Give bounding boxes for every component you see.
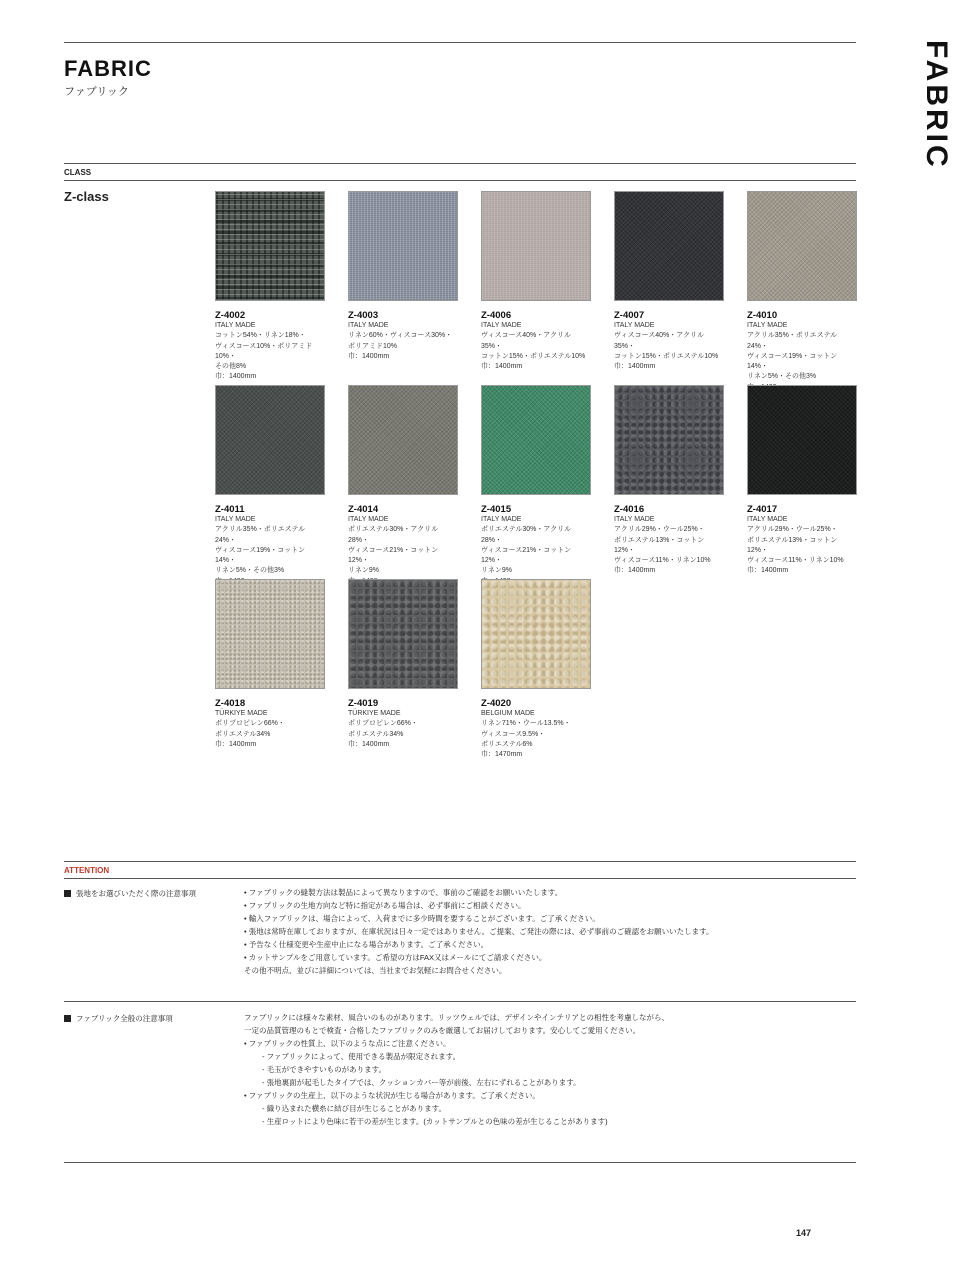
bottom-rule <box>64 1162 856 1163</box>
attention-line: - 生産ロットにより色味に若干の差が生じます。(カットサンプルとの色味の差が生じることがあります) <box>262 1117 608 1126</box>
fabric-composition-line: リネン71%・ウール13.5%・ <box>481 720 571 728</box>
fabric-swatch <box>614 385 724 495</box>
fabric-composition-line: ヴィスコース9.5%・ <box>481 730 546 738</box>
attention-heading-text: ファブリック全般の注意事項 <box>76 1014 173 1023</box>
fabric-composition-line: コットン15%・ポリエステル10% <box>614 352 719 360</box>
fabric-swatch <box>215 191 325 301</box>
fabric-card[interactable] <box>481 579 591 760</box>
fabric-composition-line: ポリプロピレン66%・ <box>215 720 285 728</box>
class-name: Z-class <box>64 189 109 204</box>
fabric-composition-line: その他8% <box>215 363 247 371</box>
fabric-composition-line: コットン54%・リネン18%・ <box>215 332 306 340</box>
side-title: FABRIC <box>920 40 953 170</box>
page-title: FABRIC <box>64 56 152 81</box>
fabric-composition-line: ポリエステル30%・アクリル28%・ <box>348 526 439 544</box>
fabric-composition-line: ヴィスコース11%・リネン10% <box>747 557 844 565</box>
page-subtitle: ファブリック <box>64 86 129 98</box>
fabric-width: 巾：1400mm <box>481 363 523 371</box>
fabric-composition-line: アクリル29%・ウール25%・ <box>747 526 838 534</box>
fabric-code: Z-4011 <box>215 504 245 515</box>
fabric-origin: ITALY MADE <box>481 516 522 523</box>
fabric-code: Z-4006 <box>481 310 512 321</box>
attention-label: ATTENTION <box>64 866 110 875</box>
attention-line: • ファブリックの縫製方法は製品によって異なりますので、事前のご確認をお願いいたします。 <box>244 888 563 897</box>
attention-line: • ファブリックの生地方向など特に指定がある場合は、必ず事前にご相談ください。 <box>244 901 526 910</box>
attention-line: • ファブリックの性質上、以下のような点にご注意ください。 <box>244 1039 451 1048</box>
fabric-composition-line: コットン15%・ポリエステル10% <box>481 352 586 360</box>
fabric-origin: ITALY MADE <box>215 322 256 329</box>
fabric-code: Z-4019 <box>348 698 379 709</box>
attention-line: ファブリックには様々な素材、風合いのものがあります。リッツウェルでは、デザインやインテリアとの相性を考慮しながら、 <box>244 1013 670 1022</box>
fabric-swatch <box>348 385 458 495</box>
fabric-composition-line: ポリアミド10% <box>348 342 398 350</box>
fabric-origin: ITALY MADE <box>215 516 256 523</box>
fabric-composition-line: ポリエステル34% <box>348 730 404 738</box>
attention-divider <box>64 1001 856 1002</box>
fabric-composition-line: ポリエステル6% <box>481 740 533 748</box>
attention-rule <box>64 861 856 862</box>
fabric-card[interactable] <box>215 191 325 383</box>
fabric-card[interactable] <box>348 191 458 362</box>
attention-heading-text: 張地をお選びいただく際の注意事項 <box>76 889 196 898</box>
fabric-width: 巾：1400mm <box>747 567 789 575</box>
fabric-composition-line: リネン5%・その他3% <box>747 373 817 381</box>
fabric-origin: ITALY MADE <box>614 322 655 329</box>
attention-line: • 予告なく仕様変更や生産中止になる場合があります。ご了承ください。 <box>244 940 489 949</box>
fabric-origin: ITALY MADE <box>614 516 655 523</box>
fabric-card[interactable] <box>348 579 458 750</box>
fabric-code: Z-4020 <box>481 698 512 709</box>
attention-line: - 織り込まれた横糸に結び目が生じることがあります。 <box>262 1104 446 1113</box>
fabric-origin: ITALY MADE <box>348 322 389 329</box>
fabric-origin: ITALY MADE <box>747 322 788 329</box>
fabric-composition-line: ヴィスコース40%・アクリル35%・ <box>481 332 572 350</box>
square-bullet-icon <box>64 890 71 897</box>
fabric-width: 巾：1400mm <box>215 373 257 381</box>
class-sub-rule <box>64 180 856 181</box>
attention-line: - ファブリックによって、使用できる製品が限定されます。 <box>262 1052 461 1061</box>
attention-line: その他不明点、並びに詳細については、当社までお気軽にお問合せください。 <box>244 966 507 975</box>
fabric-composition-line: ポリプロピレン66%・ <box>348 720 418 728</box>
fabric-composition-line: ポリエステル13%・コットン12%・ <box>614 536 705 554</box>
fabric-origin: ITALY MADE <box>747 516 788 523</box>
fabric-swatch <box>348 579 458 689</box>
fabric-composition-line: ポリエステル34% <box>215 730 271 738</box>
class-label: CLASS <box>64 168 92 177</box>
attention-body-general <box>244 1011 854 1128</box>
fabric-width: 巾：1400mm <box>348 740 390 748</box>
fabric-composition-line: ヴィスコース19%・コットン14%・ <box>747 352 838 371</box>
fabric-composition-line: ポリエステル30%・アクリル28%・ <box>481 526 572 544</box>
fabric-composition-line: ヴィスコース11%・リネン10% <box>614 557 711 565</box>
top-rule <box>64 42 856 43</box>
fabric-origin: ITALY MADE <box>481 322 522 329</box>
fabric-composition-line: ヴィスコース21%・コットン12%・ <box>348 546 439 565</box>
fabric-origin: ITALY MADE <box>348 516 389 523</box>
fabric-composition-line: ヴィスコース19%・コットン14%・ <box>215 546 306 565</box>
fabric-swatch <box>481 191 591 301</box>
fabric-width: 巾：1400mm <box>614 567 656 575</box>
fabric-swatch <box>481 385 591 495</box>
fabric-card[interactable] <box>747 385 857 577</box>
fabric-composition-line: アクリル35%・ポリエステル24%・ <box>215 526 306 544</box>
fabric-card[interactable] <box>614 191 724 372</box>
attention-line: - 張地裏面が起毛したタイプでは、クッションカバー等が前後、左右にずれることがあります。 <box>262 1078 581 1087</box>
fabric-composition-line: ヴィスコース10%・ポリアミド10%・ <box>215 342 313 360</box>
fabric-origin: TÜRKIYE MADE <box>348 710 401 717</box>
attention-line: • 輸入ファブリックは、場合によって、入荷までに多少時間を要することがございます。ご了承ください。 <box>244 914 600 923</box>
fabric-swatch <box>481 579 591 689</box>
fabric-code: Z-4017 <box>747 504 778 515</box>
attention-sub-rule <box>64 878 856 879</box>
fabric-swatch <box>215 385 325 495</box>
attention-body-selection <box>244 886 854 977</box>
fabric-swatch <box>747 385 857 495</box>
attention-heading-general <box>64 1013 173 1024</box>
fabric-composition-line: アクリル29%・ウール25%・ <box>614 526 705 534</box>
fabric-composition-line: アクリル35%・ポリエステル24%・ <box>747 332 838 350</box>
fabric-card[interactable] <box>215 579 325 750</box>
fabric-composition-line: リネン60%・ヴィスコース30%・ <box>348 332 453 340</box>
fabric-swatch <box>215 579 325 689</box>
fabric-composition-line: ヴィスコース21%・コットン12%・ <box>481 546 572 565</box>
fabric-composition-line: リネン9% <box>348 567 379 575</box>
fabric-code: Z-4018 <box>215 698 246 709</box>
fabric-code: Z-4015 <box>481 504 512 515</box>
attention-line: - 毛玉ができやすいものがあります。 <box>262 1065 386 1074</box>
fabric-composition-line: リネン9% <box>481 567 512 575</box>
fabric-code: Z-4003 <box>348 310 379 321</box>
attention-line: • 張地は常時在庫しておりますが、在庫状況は日々一定ではありません。ご提案、ご発注の際には、必ず事前のご確認をお願いいたします。 <box>244 927 714 936</box>
class-rule <box>64 163 856 164</box>
fabric-origin: BELGIUM MADE <box>481 710 535 717</box>
fabric-code: Z-4007 <box>614 310 645 321</box>
fabric-card[interactable] <box>614 385 724 577</box>
fabric-swatch <box>614 191 724 301</box>
attention-line: • カットサンプルをご用意しています。ご希望の方はFAX又はメールにてご請求ください。 <box>244 953 547 962</box>
fabric-card[interactable] <box>481 191 591 372</box>
fabric-code: Z-4010 <box>747 310 778 321</box>
fabric-width: 巾：1400mm <box>348 352 390 360</box>
fabric-swatch <box>348 191 458 301</box>
fabric-code: Z-4014 <box>348 504 379 515</box>
fabric-card[interactable] <box>348 385 458 587</box>
fabric-code: Z-4002 <box>215 310 246 321</box>
fabric-card[interactable] <box>747 191 857 393</box>
page-number: 147 <box>796 1228 812 1238</box>
fabric-swatch <box>747 191 857 301</box>
attention-line: • ファブリックの生産上、以下のような状況が生じる場合があります。ご了承ください。 <box>244 1091 540 1100</box>
fabric-width: 巾：1400mm <box>614 363 656 371</box>
attention-line: 一定の品質管理のもとで検査・合格したファブリックのみを厳選してお届けしております。安心してご愛用ください。 <box>244 1026 641 1035</box>
fabric-composition-line: ヴィスコース40%・アクリル35%・ <box>614 332 705 350</box>
fabric-composition-line: リネン5%・その他3% <box>215 567 285 575</box>
fabric-width: 巾：1400mm <box>215 740 257 748</box>
fabric-code: Z-4016 <box>614 504 645 515</box>
fabric-width: 巾：1470mm <box>481 751 523 759</box>
fabric-composition-line: ポリエステル13%・コットン12%・ <box>747 536 838 554</box>
fabric-origin: TÜRKIYE MADE <box>215 710 268 717</box>
fabric-card[interactable] <box>481 385 591 587</box>
attention-heading-selection <box>64 888 196 899</box>
square-bullet-icon <box>64 1015 71 1022</box>
fabric-card[interactable] <box>215 385 325 587</box>
